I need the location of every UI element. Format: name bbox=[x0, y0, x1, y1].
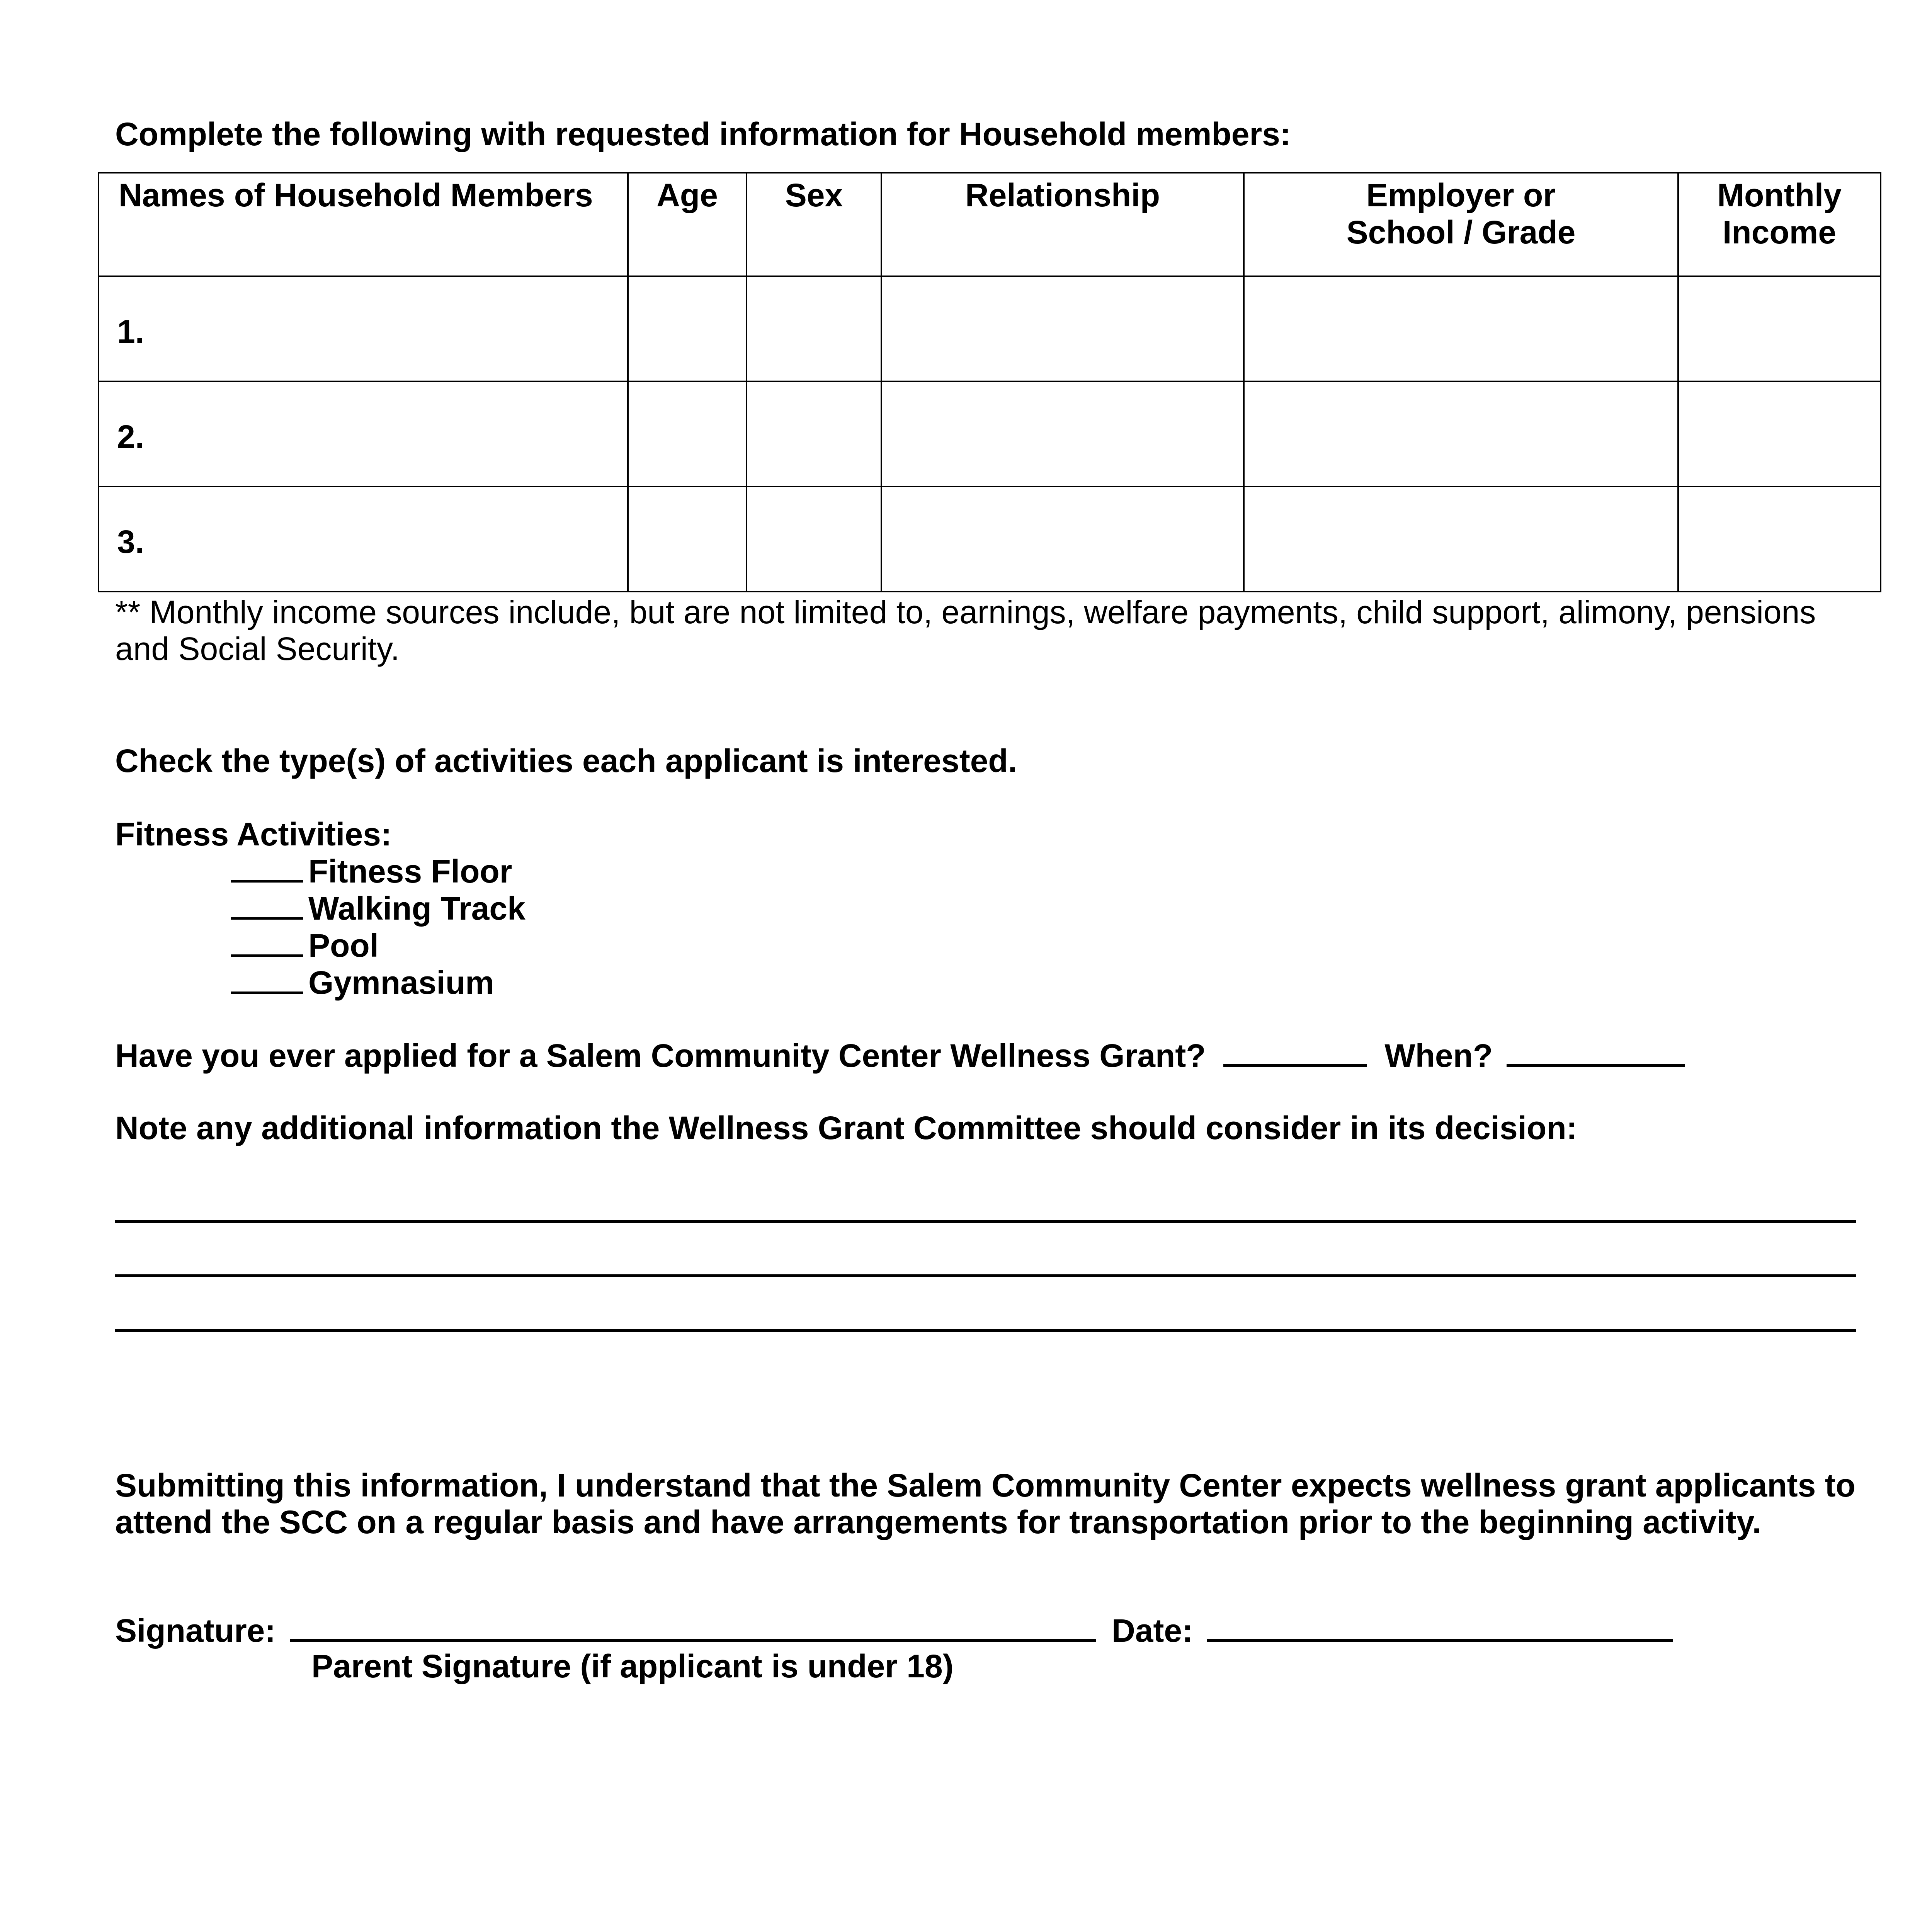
additional-info-line[interactable] bbox=[115, 1329, 1856, 1332]
income-cell[interactable] bbox=[1678, 381, 1881, 486]
table-row bbox=[99, 486, 1881, 592]
activity-checkbox-blank[interactable] bbox=[231, 852, 303, 883]
signature-line bbox=[115, 1611, 1673, 1650]
date-label: Date: bbox=[1112, 1612, 1193, 1649]
household-members-table bbox=[98, 172, 1881, 592]
age-cell[interactable] bbox=[628, 486, 747, 592]
grant-question: Have you ever applied for a Salem Community Center Wellness Grant? bbox=[115, 1037, 1206, 1074]
activity-checkbox-blank[interactable] bbox=[231, 889, 303, 920]
table-row bbox=[99, 381, 1881, 486]
fitness-activities-heading: Fitness Activities: bbox=[115, 816, 392, 852]
activity-option bbox=[231, 927, 526, 964]
employer-cell[interactable] bbox=[1244, 486, 1678, 592]
additional-info-line[interactable] bbox=[115, 1274, 1856, 1277]
date-blank[interactable] bbox=[1207, 1611, 1673, 1642]
header-age: Age bbox=[628, 173, 747, 276]
household-intro: Complete the following with requested information for Household members: bbox=[115, 116, 1291, 152]
table-row bbox=[99, 276, 1881, 381]
fitness-activities-list bbox=[231, 852, 526, 1001]
activity-label: Fitness Floor bbox=[308, 853, 512, 889]
income-cell[interactable] bbox=[1678, 486, 1881, 592]
header-names: Names of Household Members bbox=[99, 173, 628, 276]
when-blank[interactable] bbox=[1507, 1036, 1685, 1067]
activity-option bbox=[231, 889, 526, 927]
when-label: When? bbox=[1384, 1037, 1493, 1074]
sex-cell[interactable] bbox=[747, 276, 881, 381]
additional-info-prompt: Note any additional information the Wellness Grant Committee should consider in its decision: bbox=[115, 1110, 1577, 1146]
relationship-cell[interactable] bbox=[881, 276, 1244, 381]
activity-option bbox=[231, 852, 526, 889]
income-cell[interactable] bbox=[1678, 276, 1881, 381]
header-sex: Sex bbox=[747, 173, 881, 276]
row-number: 1. bbox=[99, 276, 628, 381]
employer-cell[interactable] bbox=[1244, 381, 1678, 486]
grant-applied-blank[interactable] bbox=[1223, 1036, 1367, 1067]
activity-label: Pool bbox=[308, 927, 379, 964]
income-note-line1: ** Monthly income sources include, but are not limited to, earnings, welfare payments, child support, alimony, pensions bbox=[115, 594, 1816, 630]
employer-cell[interactable] bbox=[1244, 276, 1678, 381]
sex-cell[interactable] bbox=[747, 381, 881, 486]
income-note-line2: and Social Security. bbox=[115, 631, 400, 667]
agreement-line2: attend the SCC on a regular basis and have arrangements for transportation prior to the beginning activity. bbox=[115, 1504, 1761, 1540]
header-employer-school: Employer or School / Grade bbox=[1244, 173, 1678, 276]
table-header-row bbox=[99, 173, 1881, 276]
signature-blank[interactable] bbox=[290, 1611, 1096, 1642]
grant-question-line bbox=[115, 1036, 1685, 1075]
sex-cell[interactable] bbox=[747, 486, 881, 592]
activities-prompt: Check the type(s) of activities each applicant is interested. bbox=[115, 743, 1017, 779]
additional-info-line[interactable] bbox=[115, 1220, 1856, 1223]
parent-signature-caption: Parent Signature (if applicant is under 18) bbox=[311, 1648, 954, 1684]
row-number: 3. bbox=[99, 486, 628, 592]
header-relationship: Relationship bbox=[881, 173, 1244, 276]
activity-label: Gymnasium bbox=[308, 964, 494, 1001]
activity-option bbox=[231, 964, 526, 1001]
row-number: 2. bbox=[99, 381, 628, 486]
agreement-line1: Submitting this information, I understand that the Salem Community Center expects wellness grant applicants to bbox=[115, 1467, 1855, 1503]
activity-checkbox-blank[interactable] bbox=[231, 964, 303, 994]
relationship-cell[interactable] bbox=[881, 381, 1244, 486]
header-monthly-income: Monthly Income bbox=[1678, 173, 1881, 276]
age-cell[interactable] bbox=[628, 276, 747, 381]
activity-label: Walking Track bbox=[308, 890, 526, 927]
activity-checkbox-blank[interactable] bbox=[231, 927, 303, 957]
age-cell[interactable] bbox=[628, 381, 747, 486]
signature-label: Signature: bbox=[115, 1612, 276, 1649]
relationship-cell[interactable] bbox=[881, 486, 1244, 592]
